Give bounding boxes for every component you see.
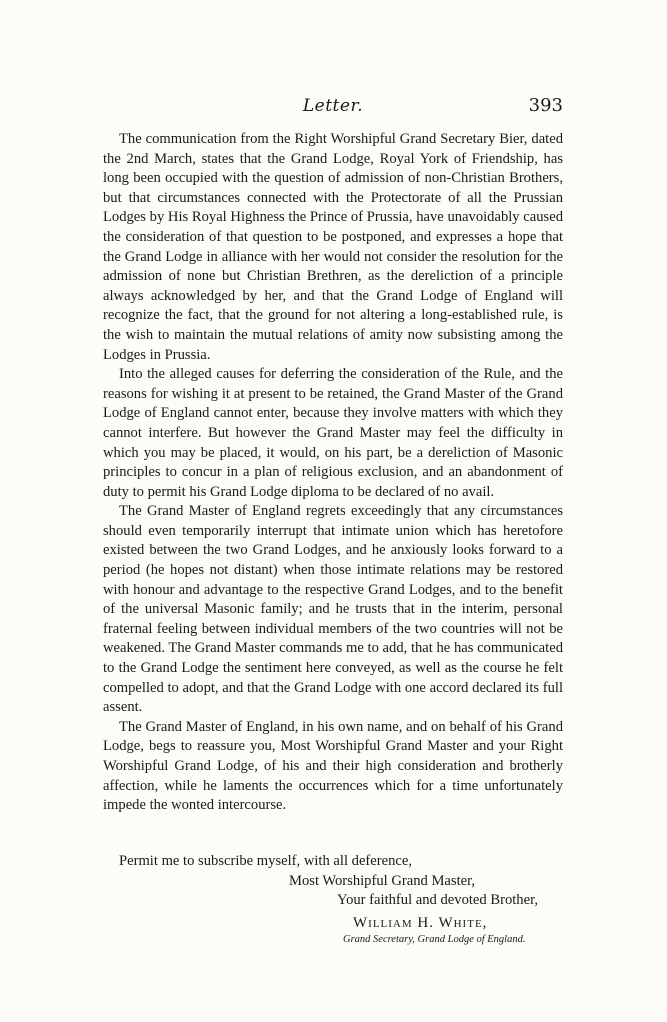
closing-line: Permit me to subscribe myself, with all deference, — [119, 853, 413, 869]
running-head: Letter. — [302, 96, 364, 116]
paragraph: The Grand Master of England regrets exceedingly that any circumstances should even temporarily interrupt that intimate union which has heretofore existed between the two Grand Lodges, and he anxiously looks forward to a period (he hopes not distant) when those intimate relations may be restored with honour and advantage to the respective Grand Lodges, and to the benefit of the universal Masonic family; and he trusts that in the interim, personal fraternal feeling between individual members of the two countries will not be weakened. The Grand Master commands me to add, that he has communicated to the Grand Lodge the sentiment here conveyed, as well as the course he felt compelled to adopt, and that the Grand Lodge with one accord declared its full assent. — [103, 503, 563, 716]
signature-title: Grand Secretary, Grand Lodge of England. — [343, 934, 526, 946]
page-number: 393 — [528, 95, 563, 116]
paragraph: Into the alleged causes for deferring the consideration of the Rule, and the reasons for wishing it at present to be retained, the Grand Master of the Grand Lodge of England cannot enter, because they involve matters with which they cannot interfere. But however the Grand Master may feel the difficulty in which you may be placed, it would, on his part, be a dereliction of Masonic principles to concur in a plan of religious exclusion, and an abandonment of duty to permit his Grand Lodge diploma to be declared of no avail. — [103, 366, 563, 500]
letter-body — [103, 130, 563, 816]
paragraph: The communication from the Right Worshipful Grand Secretary Bier, dated the 2nd March, states that the Grand Lodge, Royal York of Friendship, has long been occupied with the question of admission of non-Christian Brothers, but that circumstances connected with the Protectorate of all the Prussian Lodges by His Royal Highness the Prince of Prussia, have unavoidably caused the consideration of that question to be postponed, and expresses a hope that the Grand Lodge in alliance with her would not consider the resolution for the admission of none but Christian Brethren, as the dereliction of a principle always acknowledged by her, and that the Grand Lodge of England will recognize the fact, that the ground for not altering a long-established rule, is the wish to maintain the mutual relations of amity now subsisting among the Lodges in Prussia. — [103, 131, 563, 363]
closing-salutation: Most Worshipful Grand Master, — [289, 872, 476, 889]
paragraph: The Grand Master of England, in his own name, and on behalf of his Grand Lodge, begs to reassure you, Most Worshipful Grand Master and your Right Worshipful Grand Lodge, of his and their high consideration and brotherly affection, while he laments the occurrences which for a time unfortunately impede the wonted intercourse. — [103, 718, 563, 814]
letter-closing — [103, 852, 563, 947]
closing-valediction: Your faithful and devoted Brother, — [337, 892, 538, 909]
page-header — [103, 96, 563, 126]
signature-name: William H. White, — [353, 914, 488, 931]
